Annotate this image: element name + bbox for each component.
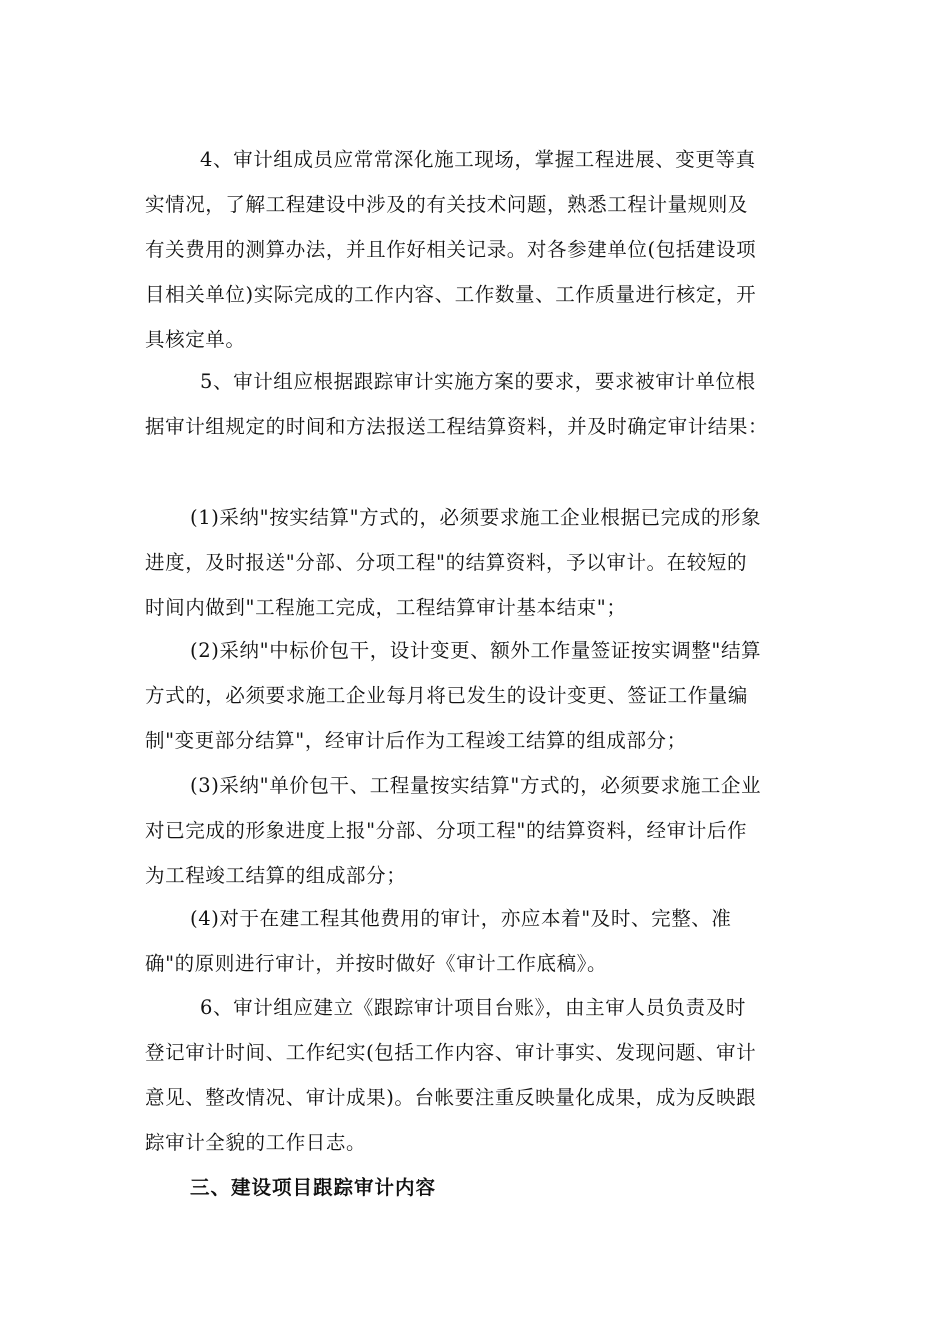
text-line: (1)采纳"按实结算"方式的，必须要求施工企业根据已完成的形象 [190, 506, 762, 529]
text-line: 实情况，了解工程建设中涉及的有关技术问题，熟悉工程计量规则及 [145, 193, 749, 216]
text-line: 踪审计全貌的工作日志。 [145, 1131, 367, 1154]
text-line: 方式的，必须要求施工企业每月将已发生的设计变更、签证工作量编 [145, 684, 749, 707]
text-line: 4、审计组成员应常常深化施工现场，掌握工程进展、变更等真 [200, 148, 756, 171]
text-line: 6、审计组应建立《跟踪审计项目台账》，由主审人员负责及时 [200, 996, 746, 1019]
text-line: (4)对于在建工程其他费用的审计，亦应本着"及时、完整、准 [190, 907, 732, 930]
text-line: 对已完成的形象进度上报"分部、分项工程"的结算资料，经审计后作 [145, 819, 748, 842]
text-line: 为工程竣工结算的组成部分； [145, 864, 407, 887]
paragraph-5 [145, 359, 805, 449]
text-line: (3)采纳"单价包干、工程量按实结算"方式的，必须要求施工企业 [190, 774, 762, 797]
text-line: 具核定单。 [145, 328, 246, 351]
paragraph-5-item-3 [145, 763, 805, 898]
paragraph-5-item-4 [145, 896, 805, 986]
paragraph-5-item-2 [145, 628, 805, 763]
text-line: 制"变更部分结算"，经审计后作为工程竣工结算的组成部分； [145, 729, 687, 752]
text-line: 进度，及时报送"分部、分项工程"的结算资料，予以审计。在较短的 [145, 551, 748, 574]
text-line: 5、审计组应根据跟踪审计实施方案的要求，要求被审计单位根 [200, 370, 756, 393]
section-heading: 三、建设项目跟踪审计内容 [190, 1176, 437, 1199]
text-line: 登记审计时间、工作纪实(包括工作内容、审计事实、发现问题、审计 [145, 1041, 757, 1064]
text-line: 时间内做到"工程施工完成，工程结算审计基本结束"； [145, 596, 627, 619]
text-line: 确"的原则进行审计，并按时做好《审计工作底稿》。 [145, 952, 608, 975]
paragraph-4 [145, 137, 805, 362]
paragraph-5-item-1 [145, 495, 805, 630]
text-line: (2)采纳"中标价包干，设计变更、额外工作量签证按实调整"结算 [190, 639, 762, 662]
text-line: 意见、整改情况、审计成果)。台帐要注重反映量化成果，成为反映跟 [145, 1086, 757, 1109]
text-line: 有关费用的测算办法，并且作好相关记录。对各参建单位(包括建设项 [145, 238, 757, 261]
text-line: 据审计组规定的时间和方法报送工程结算资料，并及时确定审计结果： [145, 415, 769, 438]
paragraph-6 [145, 985, 805, 1165]
text-line: 目相关单位)实际完成的工作内容、工作数量、工作质量进行核定，开 [145, 283, 757, 306]
